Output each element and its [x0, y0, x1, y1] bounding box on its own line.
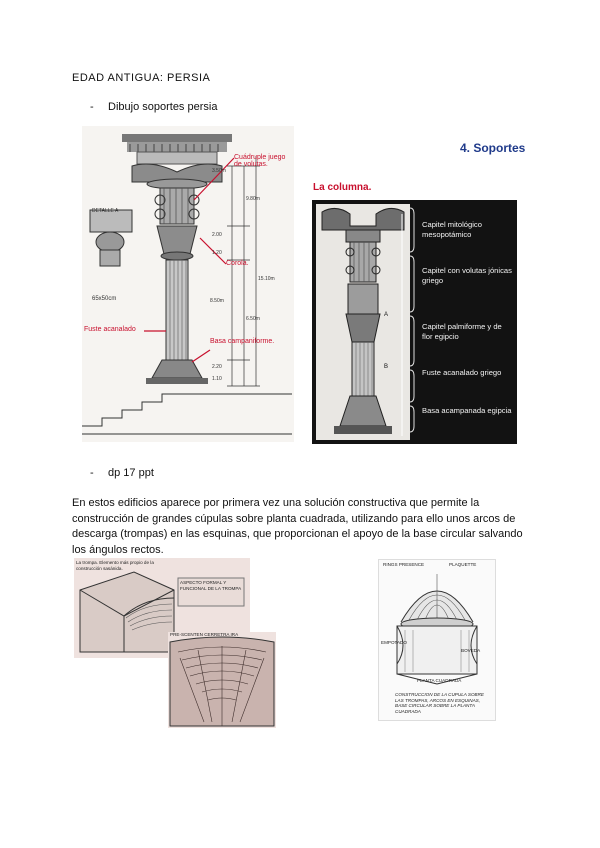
- caption-capitel-mitologico: Capitel mitológico mesopotámico: [422, 220, 482, 239]
- column-illustration-svg: [316, 204, 410, 440]
- label-detalle: DETALLE A: [92, 208, 119, 214]
- dim-label: 9.80m: [246, 196, 260, 202]
- caption-capitel-volutas: Capitel con volutas jónicas griego: [422, 266, 512, 285]
- label-cuadruple: Cuádruple juego de volutas.: [234, 154, 286, 168]
- caption-fuste-griego: Fuste acanalado griego: [422, 368, 502, 377]
- bullet-text: Dibujo soportes persia: [108, 101, 218, 113]
- label-corola: Corola.: [226, 260, 249, 267]
- dim-label: 1.20: [212, 250, 222, 256]
- bracket-lines: [408, 200, 420, 444]
- label-dome-top-left: RINGS PRESENCE: [383, 562, 425, 567]
- label-trompa-aspecto: ASPECTO FORMAL Y FUNCIONAL DE LA TROMPA: [180, 580, 242, 591]
- label-dome-caption: CONSTRUCCION DE LA CUPULA SOBRE LAS TROMPAS, ARCOS EN ESQUINAS, BASE CIRCULAR SOBRE LA PLANTA CUADRADA: [395, 692, 484, 714]
- label-trompa-bottom: PRE-SCENTEN CERRETRA IRA: [170, 632, 239, 637]
- dim-label: 6.50m: [246, 316, 260, 322]
- slide-title: 4. Soportes: [460, 141, 526, 155]
- figure-trompa-vault: [168, 632, 276, 728]
- figure-dome-on-trompas: [378, 559, 496, 721]
- caption-capitel-palmiforme: Capitel palmiforme y de flor egipcio: [422, 322, 502, 341]
- bullet-dash: -: [90, 101, 94, 113]
- dim-label: 15.10m: [258, 276, 275, 282]
- label-trompa-top: La trompa. Elemento más propio de la construcción sasánida.: [76, 560, 154, 571]
- page-heading: EDAD ANTIGUA: PERSIA: [72, 72, 211, 84]
- dim-label: 3.50m: [212, 168, 226, 174]
- bullet-dash: -: [90, 467, 94, 479]
- slide-subtitle: La columna.: [313, 182, 372, 193]
- dim-label: 1.10: [212, 376, 222, 382]
- dim-label: 8.50m: [210, 298, 224, 304]
- dim-label: 2.20: [212, 364, 222, 370]
- body-paragraph: En estos edificios aparece por primera vez una solución constructiva que permite la construcción de grandes cúpulas sobre planta cuadrada, utilizando para ello unos arcos de descarga (trompas) en las esquinas, que proporcionan el apoyo de la base circular salvando los ángulos rectos.: [72, 497, 523, 556]
- label-dome-bottom: PLANTA CUADRADA: [417, 678, 462, 683]
- label-fuste: Fuste acanalado: [84, 326, 136, 333]
- mark-a: A: [384, 312, 389, 318]
- label-dome-right: BOVEDA: [461, 648, 481, 653]
- dim-label: 2.00: [212, 232, 222, 238]
- label-size: 65x50cm: [92, 296, 117, 302]
- figure-column-comparison: [312, 200, 517, 444]
- caption-basa-egipcia: Basa acampanada egipcia: [422, 406, 512, 415]
- label-basa: Basa campaniforme.: [210, 338, 275, 345]
- trompa-vault-svg: [168, 632, 276, 728]
- column-illustration: [316, 204, 410, 440]
- label-dome-top-right: PLAQUETTE: [449, 562, 477, 567]
- column-drawing-svg: [82, 126, 294, 442]
- figure-persian-column-drawing: [82, 126, 294, 442]
- bullet-text: dp 17 ppt: [108, 467, 154, 479]
- label-dome-left: EMPOTADO: [381, 640, 407, 645]
- mark-b: B: [384, 364, 389, 370]
